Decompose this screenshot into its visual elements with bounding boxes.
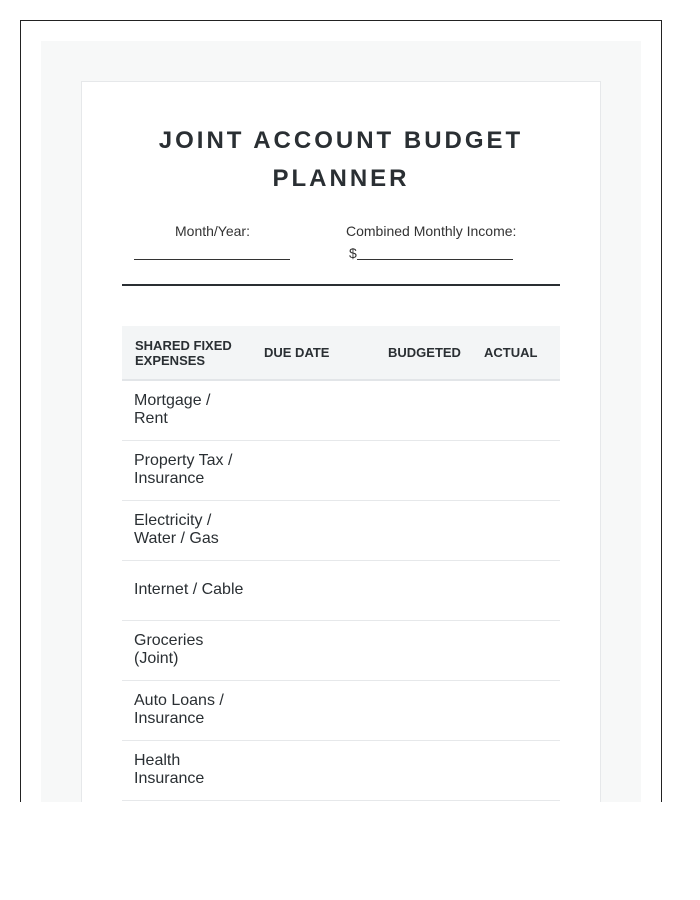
actual-cell[interactable] [484,440,560,500]
table-row [122,620,560,680]
expense-cell [122,560,264,620]
expense-label: Electricity / Water / Gas [134,512,219,547]
expense-cell [122,620,264,680]
table-row [122,680,560,740]
expense-label: Internet / Cable [134,581,244,598]
budgeted-cell[interactable] [388,740,484,800]
due-date-cell[interactable] [264,680,388,740]
document-background [41,41,641,802]
actual-cell[interactable] [484,560,560,620]
due-date-cell[interactable] [264,440,388,500]
actual-cell[interactable] [484,680,560,740]
income-currency-prefix: $ [349,245,357,261]
expense-label: Auto Loans / Insurance [134,692,224,727]
actual-cell[interactable] [484,380,560,440]
title-line-2: PLANNER [272,165,410,192]
expense-label: Health Insurance [134,752,205,787]
column-header-expense [122,326,264,380]
expense-cell [122,740,264,800]
column-header-due-date: DUE DATE [264,345,330,360]
expense-cell [122,680,264,740]
table-header-row [122,326,560,380]
month-year-label: Month/Year: [175,223,250,239]
budgeted-cell[interactable] [388,380,484,440]
page-title [82,122,600,198]
actual-cell[interactable] [484,740,560,800]
actual-cell[interactable] [484,620,560,680]
table-row [122,380,560,440]
table-row [122,440,560,500]
month-year-field[interactable] [134,259,290,260]
expense-label: Groceries (Joint) [134,632,204,667]
due-date-cell[interactable] [264,620,388,680]
budgeted-cell[interactable] [388,440,484,500]
table-row [122,740,560,800]
table-row [122,560,560,620]
expense-cell [122,440,264,500]
expense-cell [122,500,264,560]
budgeted-cell[interactable] [388,560,484,620]
expenses-table [122,326,560,801]
column-header-expense-text: SHARED FIXED EXPENSES [135,337,232,368]
due-date-cell[interactable] [264,500,388,560]
income-label: Combined Monthly Income: [346,223,517,239]
budgeted-cell[interactable] [388,500,484,560]
header-divider [122,284,560,286]
expense-cell [122,380,264,440]
page-frame [20,20,662,802]
budget-sheet [81,81,601,802]
due-date-cell[interactable] [264,740,388,800]
income-field[interactable] [357,259,513,260]
due-date-cell[interactable] [264,560,388,620]
table-row [122,500,560,560]
budgeted-cell[interactable] [388,680,484,740]
column-header-budgeted: BUDGETED [388,345,461,360]
expense-label: Mortgage / Rent [134,392,211,428]
actual-cell[interactable] [484,500,560,560]
due-date-cell[interactable] [264,380,388,440]
budgeted-cell[interactable] [388,620,484,680]
expense-label: Property Tax / Insurance [134,452,233,487]
column-header-actual: ACTUAL [484,345,538,360]
title-line-1: JOINT ACCOUNT BUDGET [158,127,524,154]
